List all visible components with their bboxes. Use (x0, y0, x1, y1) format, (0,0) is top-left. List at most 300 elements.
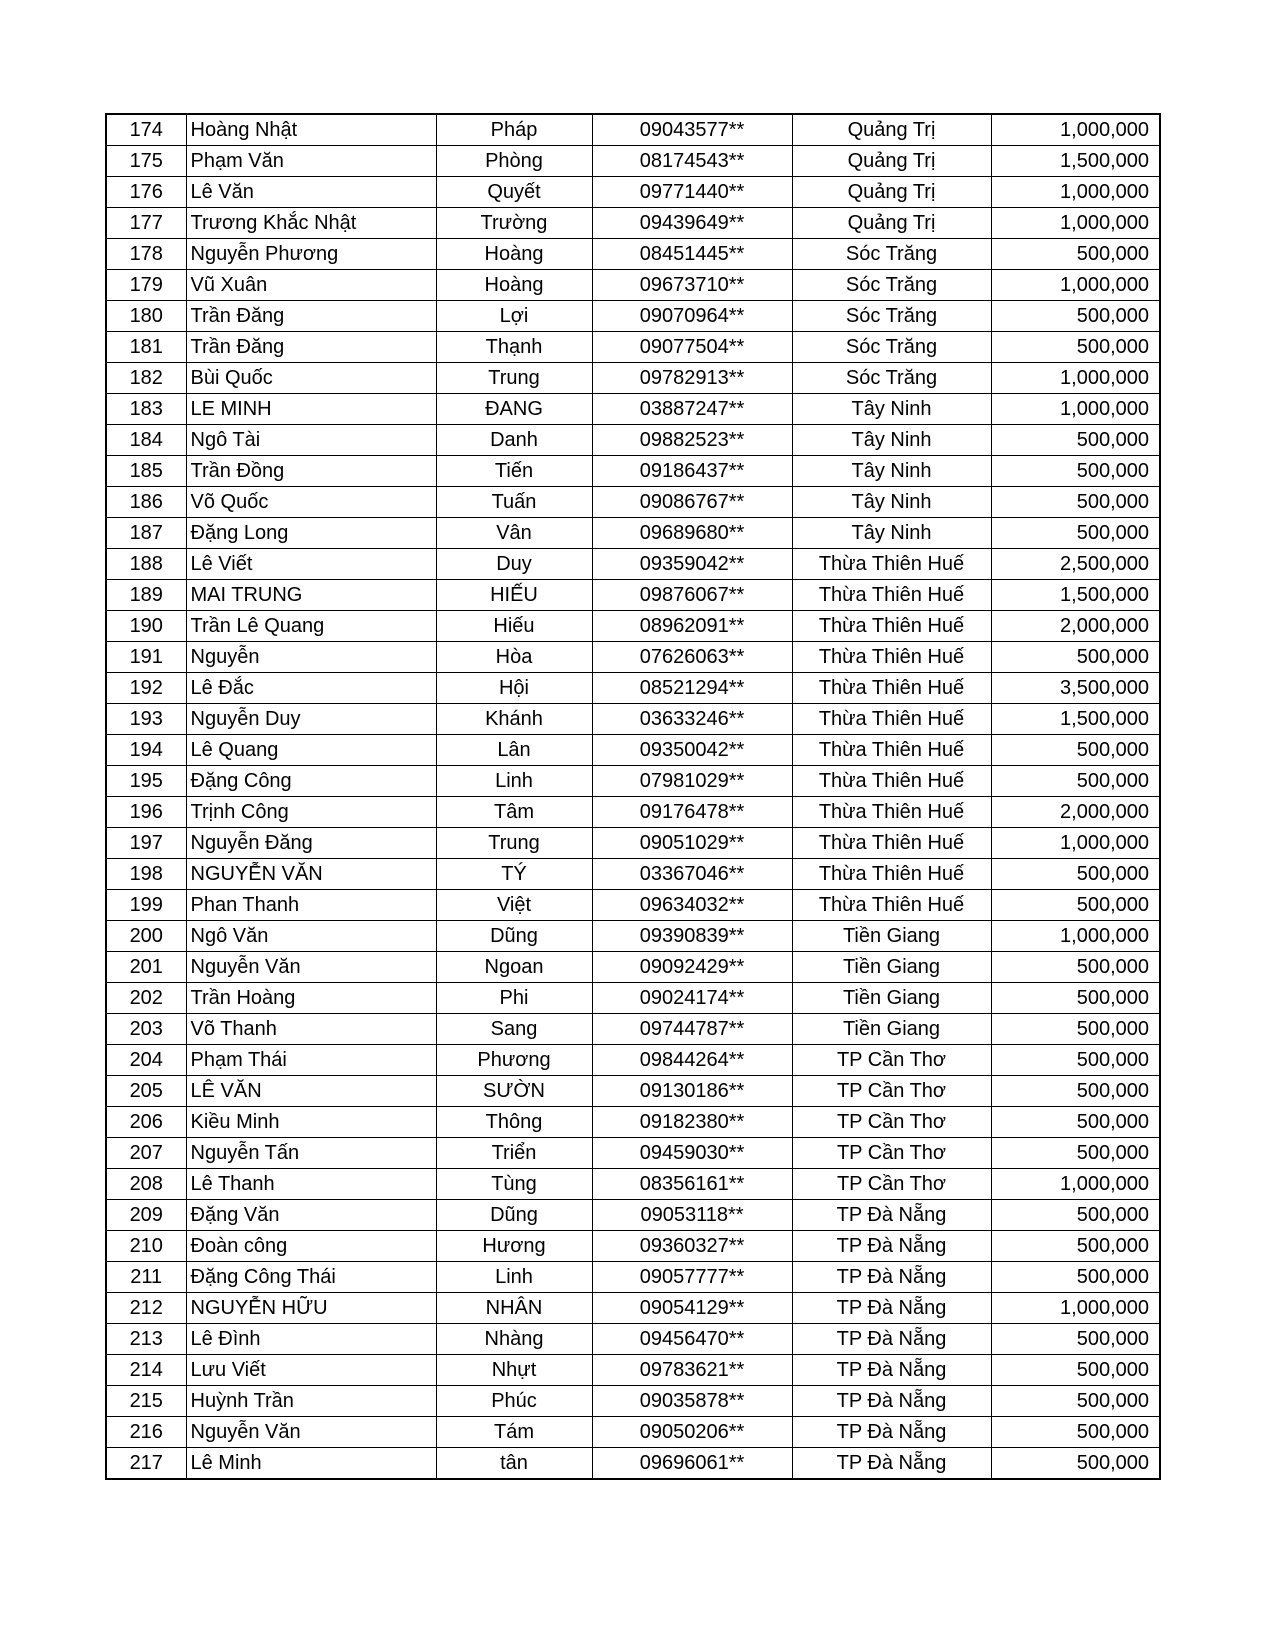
phone-cell: 08451445** (592, 239, 792, 270)
phone-cell: 09130186** (592, 1076, 792, 1107)
table-row (106, 146, 1160, 177)
table-row (106, 363, 1160, 394)
province-cell: Tây Ninh (792, 425, 991, 456)
phone-cell: 09186437** (592, 456, 792, 487)
province-cell: Quảng Trị (792, 208, 991, 239)
phone-cell: 03887247** (592, 394, 792, 425)
amount-cell: 500,000 (991, 239, 1160, 270)
table-row (106, 1324, 1160, 1355)
table-row (106, 1200, 1160, 1231)
table-body (106, 114, 1160, 1479)
phone-cell: 09360327** (592, 1231, 792, 1262)
row-number-cell: 207 (106, 1138, 186, 1169)
row-number-cell: 210 (106, 1231, 186, 1262)
table-row (106, 983, 1160, 1014)
table-row (106, 797, 1160, 828)
row-number-cell: 179 (106, 270, 186, 301)
row-number-cell: 188 (106, 549, 186, 580)
row-number-cell: 187 (106, 518, 186, 549)
province-cell: Tiền Giang (792, 1014, 991, 1045)
given-name-cell: Tuấn (436, 487, 592, 518)
table-row (106, 1262, 1160, 1293)
given-name-cell: Nhàng (436, 1324, 592, 1355)
phone-cell: 09673710** (592, 270, 792, 301)
phone-cell: 07626063** (592, 642, 792, 673)
row-number-cell: 180 (106, 301, 186, 332)
amount-cell: 500,000 (991, 518, 1160, 549)
given-name-cell: Danh (436, 425, 592, 456)
province-cell: TP Đà Nẵng (792, 1324, 991, 1355)
surname-cell: Đặng Công Thái (186, 1262, 436, 1293)
surname-cell: Đặng Văn (186, 1200, 436, 1231)
surname-cell: Phạm Thái (186, 1045, 436, 1076)
row-number-cell: 212 (106, 1293, 186, 1324)
given-name-cell: Hoàng (436, 270, 592, 301)
row-number-cell: 193 (106, 704, 186, 735)
table-row (106, 859, 1160, 890)
phone-cell: 09689680** (592, 518, 792, 549)
phone-cell: 09844264** (592, 1045, 792, 1076)
province-cell: Quảng Trị (792, 146, 991, 177)
row-number-cell: 196 (106, 797, 186, 828)
table-row (106, 890, 1160, 921)
surname-cell: NGUYỄN VĂN (186, 859, 436, 890)
given-name-cell: Triển (436, 1138, 592, 1169)
table-row (106, 487, 1160, 518)
amount-cell: 1,000,000 (991, 921, 1160, 952)
province-cell: Thừa Thiên Huế (792, 704, 991, 735)
table-row (106, 704, 1160, 735)
province-cell: Sóc Trăng (792, 363, 991, 394)
given-name-cell: Lân (436, 735, 592, 766)
table-row (106, 114, 1160, 146)
province-cell: Tây Ninh (792, 518, 991, 549)
amount-cell: 500,000 (991, 1138, 1160, 1169)
row-number-cell: 213 (106, 1324, 186, 1355)
surname-cell: LE MINH (186, 394, 436, 425)
row-number-cell: 178 (106, 239, 186, 270)
phone-cell: 09050206** (592, 1417, 792, 1448)
province-cell: Quảng Trị (792, 114, 991, 146)
table-row (106, 456, 1160, 487)
surname-cell: Võ Thanh (186, 1014, 436, 1045)
province-cell: Thừa Thiên Huế (792, 828, 991, 859)
amount-cell: 500,000 (991, 952, 1160, 983)
surname-cell: Lê Văn (186, 177, 436, 208)
amount-cell: 500,000 (991, 642, 1160, 673)
given-name-cell: NHÂN (436, 1293, 592, 1324)
province-cell: Thừa Thiên Huế (792, 735, 991, 766)
row-number-cell: 199 (106, 890, 186, 921)
surname-cell: Huỳnh Trần (186, 1386, 436, 1417)
amount-cell: 1,000,000 (991, 114, 1160, 146)
surname-cell: Ngô Tài (186, 425, 436, 456)
phone-cell: 09182380** (592, 1107, 792, 1138)
given-name-cell: Sang (436, 1014, 592, 1045)
given-name-cell: Phúc (436, 1386, 592, 1417)
amount-cell: 500,000 (991, 1386, 1160, 1417)
surname-cell: Bùi Quốc (186, 363, 436, 394)
surname-cell: LÊ VĂN (186, 1076, 436, 1107)
table-row (106, 673, 1160, 704)
row-number-cell: 206 (106, 1107, 186, 1138)
row-number-cell: 185 (106, 456, 186, 487)
surname-cell: Nguyễn Đăng (186, 828, 436, 859)
phone-cell: 09086767** (592, 487, 792, 518)
phone-cell: 08174543** (592, 146, 792, 177)
table-row (106, 580, 1160, 611)
table-row (106, 332, 1160, 363)
row-number-cell: 192 (106, 673, 186, 704)
phone-cell: 09439649** (592, 208, 792, 239)
given-name-cell: Tâm (436, 797, 592, 828)
amount-cell: 500,000 (991, 1231, 1160, 1262)
province-cell: Quảng Trị (792, 177, 991, 208)
phone-cell: 09359042** (592, 549, 792, 580)
amount-cell: 500,000 (991, 301, 1160, 332)
given-name-cell: Duy (436, 549, 592, 580)
phone-cell: 09053118** (592, 1200, 792, 1231)
table-row (106, 1355, 1160, 1386)
phone-cell: 09634032** (592, 890, 792, 921)
phone-cell: 09043577** (592, 114, 792, 146)
row-number-cell: 194 (106, 735, 186, 766)
phone-cell: 09456470** (592, 1324, 792, 1355)
row-number-cell: 189 (106, 580, 186, 611)
surname-cell: Võ Quốc (186, 487, 436, 518)
table-row (106, 177, 1160, 208)
phone-cell: 09744787** (592, 1014, 792, 1045)
row-number-cell: 208 (106, 1169, 186, 1200)
amount-cell: 500,000 (991, 1200, 1160, 1231)
row-number-cell: 203 (106, 1014, 186, 1045)
table-row (106, 1169, 1160, 1200)
province-cell: Thừa Thiên Huế (792, 642, 991, 673)
given-name-cell: Thông (436, 1107, 592, 1138)
phone-cell: 08962091** (592, 611, 792, 642)
given-name-cell: SƯỜN (436, 1076, 592, 1107)
table-row (106, 1014, 1160, 1045)
surname-cell: Trần Hoàng (186, 983, 436, 1014)
surname-cell: Nguyễn (186, 642, 436, 673)
row-number-cell: 174 (106, 114, 186, 146)
surname-cell: Lưu Viết (186, 1355, 436, 1386)
given-name-cell: Dũng (436, 921, 592, 952)
phone-cell: 09077504** (592, 332, 792, 363)
given-name-cell: Tùng (436, 1169, 592, 1200)
row-number-cell: 209 (106, 1200, 186, 1231)
phone-cell: 09070964** (592, 301, 792, 332)
amount-cell: 1,000,000 (991, 394, 1160, 425)
row-number-cell: 205 (106, 1076, 186, 1107)
amount-cell: 500,000 (991, 1262, 1160, 1293)
amount-cell: 500,000 (991, 859, 1160, 890)
given-name-cell: Việt (436, 890, 592, 921)
amount-cell: 500,000 (991, 983, 1160, 1014)
table-row (106, 394, 1160, 425)
phone-cell: 09024174** (592, 983, 792, 1014)
amount-cell: 500,000 (991, 1355, 1160, 1386)
amount-cell: 500,000 (991, 332, 1160, 363)
surname-cell: Trần Đăng (186, 301, 436, 332)
table-row (106, 239, 1160, 270)
donor-table (105, 113, 1161, 1480)
surname-cell: Ngô Văn (186, 921, 436, 952)
table-row (106, 301, 1160, 332)
province-cell: Thừa Thiên Huế (792, 890, 991, 921)
given-name-cell: Linh (436, 766, 592, 797)
province-cell: TP Đà Nẵng (792, 1200, 991, 1231)
table-row (106, 1293, 1160, 1324)
given-name-cell: Nhựt (436, 1355, 592, 1386)
amount-cell: 1,500,000 (991, 146, 1160, 177)
table-row (106, 1417, 1160, 1448)
province-cell: TP Đà Nẵng (792, 1386, 991, 1417)
surname-cell: Nguyễn Duy (186, 704, 436, 735)
surname-cell: Lê Đình (186, 1324, 436, 1355)
province-cell: TP Cần Thơ (792, 1138, 991, 1169)
province-cell: TP Đà Nẵng (792, 1231, 991, 1262)
row-number-cell: 217 (106, 1448, 186, 1480)
amount-cell: 500,000 (991, 1324, 1160, 1355)
given-name-cell: Ngoan (436, 952, 592, 983)
phone-cell: 03633246** (592, 704, 792, 735)
province-cell: TP Cần Thơ (792, 1107, 991, 1138)
table-row (106, 1045, 1160, 1076)
amount-cell: 1,000,000 (991, 177, 1160, 208)
surname-cell: Trương Khắc Nhật (186, 208, 436, 239)
table-row (106, 549, 1160, 580)
surname-cell: Trần Đăng (186, 332, 436, 363)
amount-cell: 500,000 (991, 1448, 1160, 1480)
table-row (106, 1386, 1160, 1417)
surname-cell: Đặng Công (186, 766, 436, 797)
row-number-cell: 198 (106, 859, 186, 890)
phone-cell: 08521294** (592, 673, 792, 704)
phone-cell: 09390839** (592, 921, 792, 952)
table-row (106, 208, 1160, 239)
phone-cell: 08356161** (592, 1169, 792, 1200)
given-name-cell: Phòng (436, 146, 592, 177)
amount-cell: 1,500,000 (991, 580, 1160, 611)
given-name-cell: Trung (436, 828, 592, 859)
surname-cell: Nguyễn Văn (186, 1417, 436, 1448)
row-number-cell: 177 (106, 208, 186, 239)
province-cell: Tiền Giang (792, 983, 991, 1014)
province-cell: Thừa Thiên Huế (792, 859, 991, 890)
province-cell: Thừa Thiên Huế (792, 549, 991, 580)
amount-cell: 1,000,000 (991, 828, 1160, 859)
table-row (106, 1231, 1160, 1262)
surname-cell: Trần Lê Quang (186, 611, 436, 642)
phone-cell: 09176478** (592, 797, 792, 828)
surname-cell: Lê Quang (186, 735, 436, 766)
given-name-cell: Lợi (436, 301, 592, 332)
province-cell: Thừa Thiên Huế (792, 580, 991, 611)
given-name-cell: Hòa (436, 642, 592, 673)
given-name-cell: Vân (436, 518, 592, 549)
row-number-cell: 197 (106, 828, 186, 859)
amount-cell: 2,500,000 (991, 549, 1160, 580)
row-number-cell: 184 (106, 425, 186, 456)
surname-cell: Đoàn công (186, 1231, 436, 1262)
province-cell: Tiền Giang (792, 921, 991, 952)
phone-cell: 09057777** (592, 1262, 792, 1293)
row-number-cell: 204 (106, 1045, 186, 1076)
given-name-cell: Hiếu (436, 611, 592, 642)
table-row (106, 1107, 1160, 1138)
province-cell: Thừa Thiên Huế (792, 673, 991, 704)
given-name-cell: TÝ (436, 859, 592, 890)
amount-cell: 500,000 (991, 1045, 1160, 1076)
table-row (106, 735, 1160, 766)
row-number-cell: 183 (106, 394, 186, 425)
amount-cell: 500,000 (991, 487, 1160, 518)
given-name-cell: Tiến (436, 456, 592, 487)
given-name-cell: Pháp (436, 114, 592, 146)
amount-cell: 1,000,000 (991, 363, 1160, 394)
amount-cell: 2,000,000 (991, 611, 1160, 642)
table-row (106, 1076, 1160, 1107)
surname-cell: Trần Đồng (186, 456, 436, 487)
row-number-cell: 182 (106, 363, 186, 394)
phone-cell: 03367046** (592, 859, 792, 890)
surname-cell: Phạm Văn (186, 146, 436, 177)
surname-cell: Lê Viết (186, 549, 436, 580)
province-cell: Thừa Thiên Huế (792, 797, 991, 828)
amount-cell: 1,000,000 (991, 270, 1160, 301)
table-row (106, 1448, 1160, 1480)
amount-cell: 500,000 (991, 456, 1160, 487)
province-cell: Sóc Trăng (792, 332, 991, 363)
surname-cell: Lê Đắc (186, 673, 436, 704)
row-number-cell: 186 (106, 487, 186, 518)
phone-cell: 09882523** (592, 425, 792, 456)
amount-cell: 500,000 (991, 1417, 1160, 1448)
given-name-cell: Hội (436, 673, 592, 704)
table-row (106, 270, 1160, 301)
row-number-cell: 214 (106, 1355, 186, 1386)
amount-cell: 1,000,000 (991, 208, 1160, 239)
amount-cell: 3,500,000 (991, 673, 1160, 704)
surname-cell: Nguyễn Phương (186, 239, 436, 270)
phone-cell: 09051029** (592, 828, 792, 859)
surname-cell: Kiều Minh (186, 1107, 436, 1138)
phone-cell: 09771440** (592, 177, 792, 208)
table-row (106, 766, 1160, 797)
table-row (106, 518, 1160, 549)
province-cell: Sóc Trăng (792, 301, 991, 332)
table-row (106, 642, 1160, 673)
table-row (106, 611, 1160, 642)
surname-cell: MAI TRUNG (186, 580, 436, 611)
table-row (106, 828, 1160, 859)
amount-cell: 1,000,000 (991, 1169, 1160, 1200)
given-name-cell: Phi (436, 983, 592, 1014)
given-name-cell: Dũng (436, 1200, 592, 1231)
province-cell: Sóc Trăng (792, 239, 991, 270)
row-number-cell: 181 (106, 332, 186, 363)
province-cell: Tây Ninh (792, 394, 991, 425)
row-number-cell: 200 (106, 921, 186, 952)
given-name-cell: Hoàng (436, 239, 592, 270)
table-row (106, 952, 1160, 983)
table-row (106, 425, 1160, 456)
phone-cell: 09783621** (592, 1355, 792, 1386)
province-cell: Tây Ninh (792, 456, 991, 487)
phone-cell: 09459030** (592, 1138, 792, 1169)
province-cell: TP Đà Nẵng (792, 1448, 991, 1480)
table-row (106, 1138, 1160, 1169)
row-number-cell: 202 (106, 983, 186, 1014)
surname-cell: Hoàng Nhật (186, 114, 436, 146)
row-number-cell: 175 (106, 146, 186, 177)
surname-cell: Lê Minh (186, 1448, 436, 1480)
given-name-cell: Phương (436, 1045, 592, 1076)
phone-cell: 09876067** (592, 580, 792, 611)
surname-cell: Nguyễn Tấn (186, 1138, 436, 1169)
given-name-cell: Khánh (436, 704, 592, 735)
amount-cell: 500,000 (991, 735, 1160, 766)
province-cell: Sóc Trăng (792, 270, 991, 301)
province-cell: TP Cần Thơ (792, 1045, 991, 1076)
province-cell: TP Đà Nẵng (792, 1262, 991, 1293)
province-cell: Thừa Thiên Huế (792, 611, 991, 642)
phone-cell: 09350042** (592, 735, 792, 766)
given-name-cell: Hương (436, 1231, 592, 1262)
surname-cell: Lê Thanh (186, 1169, 436, 1200)
given-name-cell: Quyết (436, 177, 592, 208)
given-name-cell: tân (436, 1448, 592, 1480)
surname-cell: Phan Thanh (186, 890, 436, 921)
row-number-cell: 190 (106, 611, 186, 642)
row-number-cell: 201 (106, 952, 186, 983)
given-name-cell: Linh (436, 1262, 592, 1293)
phone-cell: 09782913** (592, 363, 792, 394)
phone-cell: 09035878** (592, 1386, 792, 1417)
given-name-cell: Trường (436, 208, 592, 239)
given-name-cell: HIẾU (436, 580, 592, 611)
province-cell: TP Cần Thơ (792, 1169, 991, 1200)
amount-cell: 2,000,000 (991, 797, 1160, 828)
province-cell: TP Đà Nẵng (792, 1417, 991, 1448)
amount-cell: 500,000 (991, 1107, 1160, 1138)
province-cell: TP Cần Thơ (792, 1076, 991, 1107)
row-number-cell: 176 (106, 177, 186, 208)
given-name-cell: Tám (436, 1417, 592, 1448)
surname-cell: Trịnh Công (186, 797, 436, 828)
amount-cell: 1,500,000 (991, 704, 1160, 735)
phone-cell: 07981029** (592, 766, 792, 797)
phone-cell: 09092429** (592, 952, 792, 983)
row-number-cell: 215 (106, 1386, 186, 1417)
table-row (106, 921, 1160, 952)
given-name-cell: Trung (436, 363, 592, 394)
row-number-cell: 195 (106, 766, 186, 797)
row-number-cell: 216 (106, 1417, 186, 1448)
surname-cell: Nguyễn Văn (186, 952, 436, 983)
row-number-cell: 191 (106, 642, 186, 673)
given-name-cell: Thạnh (436, 332, 592, 363)
surname-cell: NGUYỄN HỮU (186, 1293, 436, 1324)
amount-cell: 500,000 (991, 1014, 1160, 1045)
row-number-cell: 211 (106, 1262, 186, 1293)
province-cell: TP Đà Nẵng (792, 1355, 991, 1386)
province-cell: TP Đà Nẵng (792, 1293, 991, 1324)
given-name-cell: ĐANG (436, 394, 592, 425)
phone-cell: 09696061** (592, 1448, 792, 1480)
amount-cell: 1,000,000 (991, 1293, 1160, 1324)
